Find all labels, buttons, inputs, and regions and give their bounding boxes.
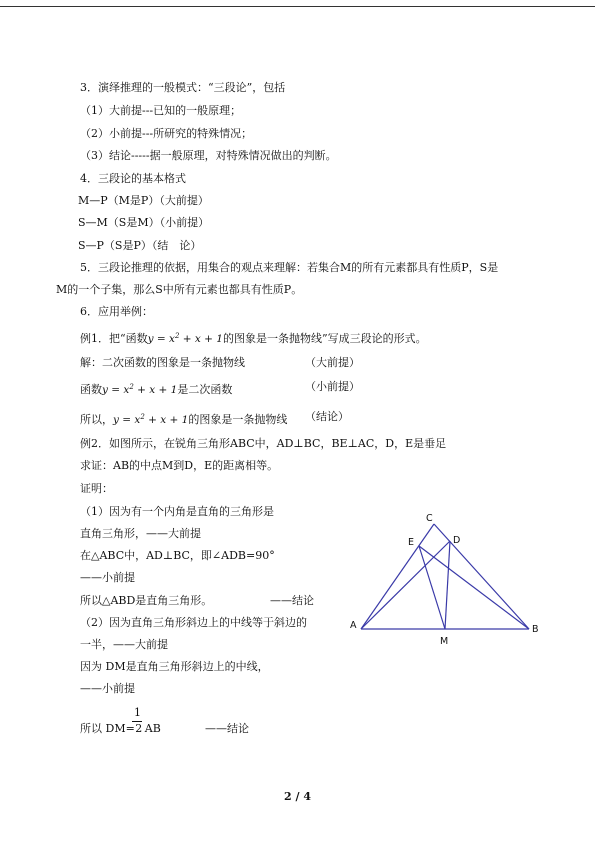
proof-line: （1）因为有一个内角是直角的三角形是 [80,505,274,518]
proof-tag-final: ——结论 [205,722,249,735]
segment-ad [361,541,450,629]
formula: $y = x^2 + x + 1$ [147,332,223,345]
page-number: 2 / 4 [284,790,311,803]
text-line: 4．三段论的基本格式 [80,172,186,185]
label-d: D [453,535,461,546]
proof-line-final: 所以 DM=2 AB [80,722,161,735]
proof-line: 直角三角形，——大前提 [80,527,201,540]
segment-be [419,546,529,629]
solution-tag-1: （大前提） [305,356,360,369]
example-2-line-2: 求证：AB的中点M到D，E的距离相等。 [80,459,279,472]
proof-heading: 证明： [80,482,113,495]
proof-line: 因为 DM是直角三角形斜边上的中线， [80,660,269,673]
solution-line-2: 函数$y = x^2 + x + 1$是二次函数 [80,383,233,396]
label-c: C [426,513,433,524]
label-m: M [440,636,449,647]
proof-line: ——小前提 [80,571,135,584]
segment-md [445,541,450,629]
text-line: （3）结论-----据一般原理，对特殊情况做出的判断。 [80,149,337,162]
text-line: （2）小前提---所研究的特殊情况； [80,127,253,140]
proof-tag: ——结论 [270,594,314,607]
solution-tag-2: （小前提） [305,380,360,393]
proof-line: ——小前提 [80,682,135,695]
example-1-post: 的图象是一条抛物线”写成三段论的形式。 [223,332,427,345]
solution-tag-3: （结论） [305,410,349,423]
example-2-line-1: 例2．如图所示，在锐角三角形ABC中，AD⊥BC，BE⊥AC，D，E是垂足 [80,437,447,450]
text-line: S—M（S是M）（小前提） [78,216,210,229]
proof-line: 所以△ABD是直角三角形。 [80,594,213,607]
text-line: 5．三段论推理的依据，用集合的观点来理解：若集合M的所有元素都具有性质P，S是 [80,261,499,274]
proof-line: （2）因为直角三角形斜边上的中线等于斜边的 [80,616,307,629]
fraction-denominator: 2 [135,722,143,735]
fraction-numerator: 1 [134,706,141,719]
formula: $y = x^2 + x + 1$ [102,383,178,396]
text-line: M的一个子集，那么S中所有元素也都具有性质P。 [56,283,303,296]
solution-line-3: 所以，$y = x^2 + x + 1$的图象是一条抛物线 [80,413,288,426]
label-e: E [408,537,415,548]
segment-ac [361,524,434,629]
text-line: 3．演绎推理的一般模式：“三段论”，包括 [80,81,286,94]
text-line: （1）大前提---已知的一般原理； [80,104,242,117]
label-b: B [532,624,539,635]
formula: $y = x^2 + x + 1$ [113,413,189,426]
solution-line-1: 解：二次函数的图象是一条抛物线 [80,356,245,369]
example-1-pre: 例1．把“函数 [80,332,148,345]
text-line: M—P（M是P）（大前提） [78,194,209,207]
proof-line: 一半，——大前提 [80,638,168,651]
proof-line: 在△ABC中，AD⊥BC，即∠ADB=90° [80,549,275,562]
text-line: S—P（S是P）（结 论） [78,239,202,252]
label-a: A [350,620,357,631]
text-line: 6．应用举例： [80,305,153,318]
